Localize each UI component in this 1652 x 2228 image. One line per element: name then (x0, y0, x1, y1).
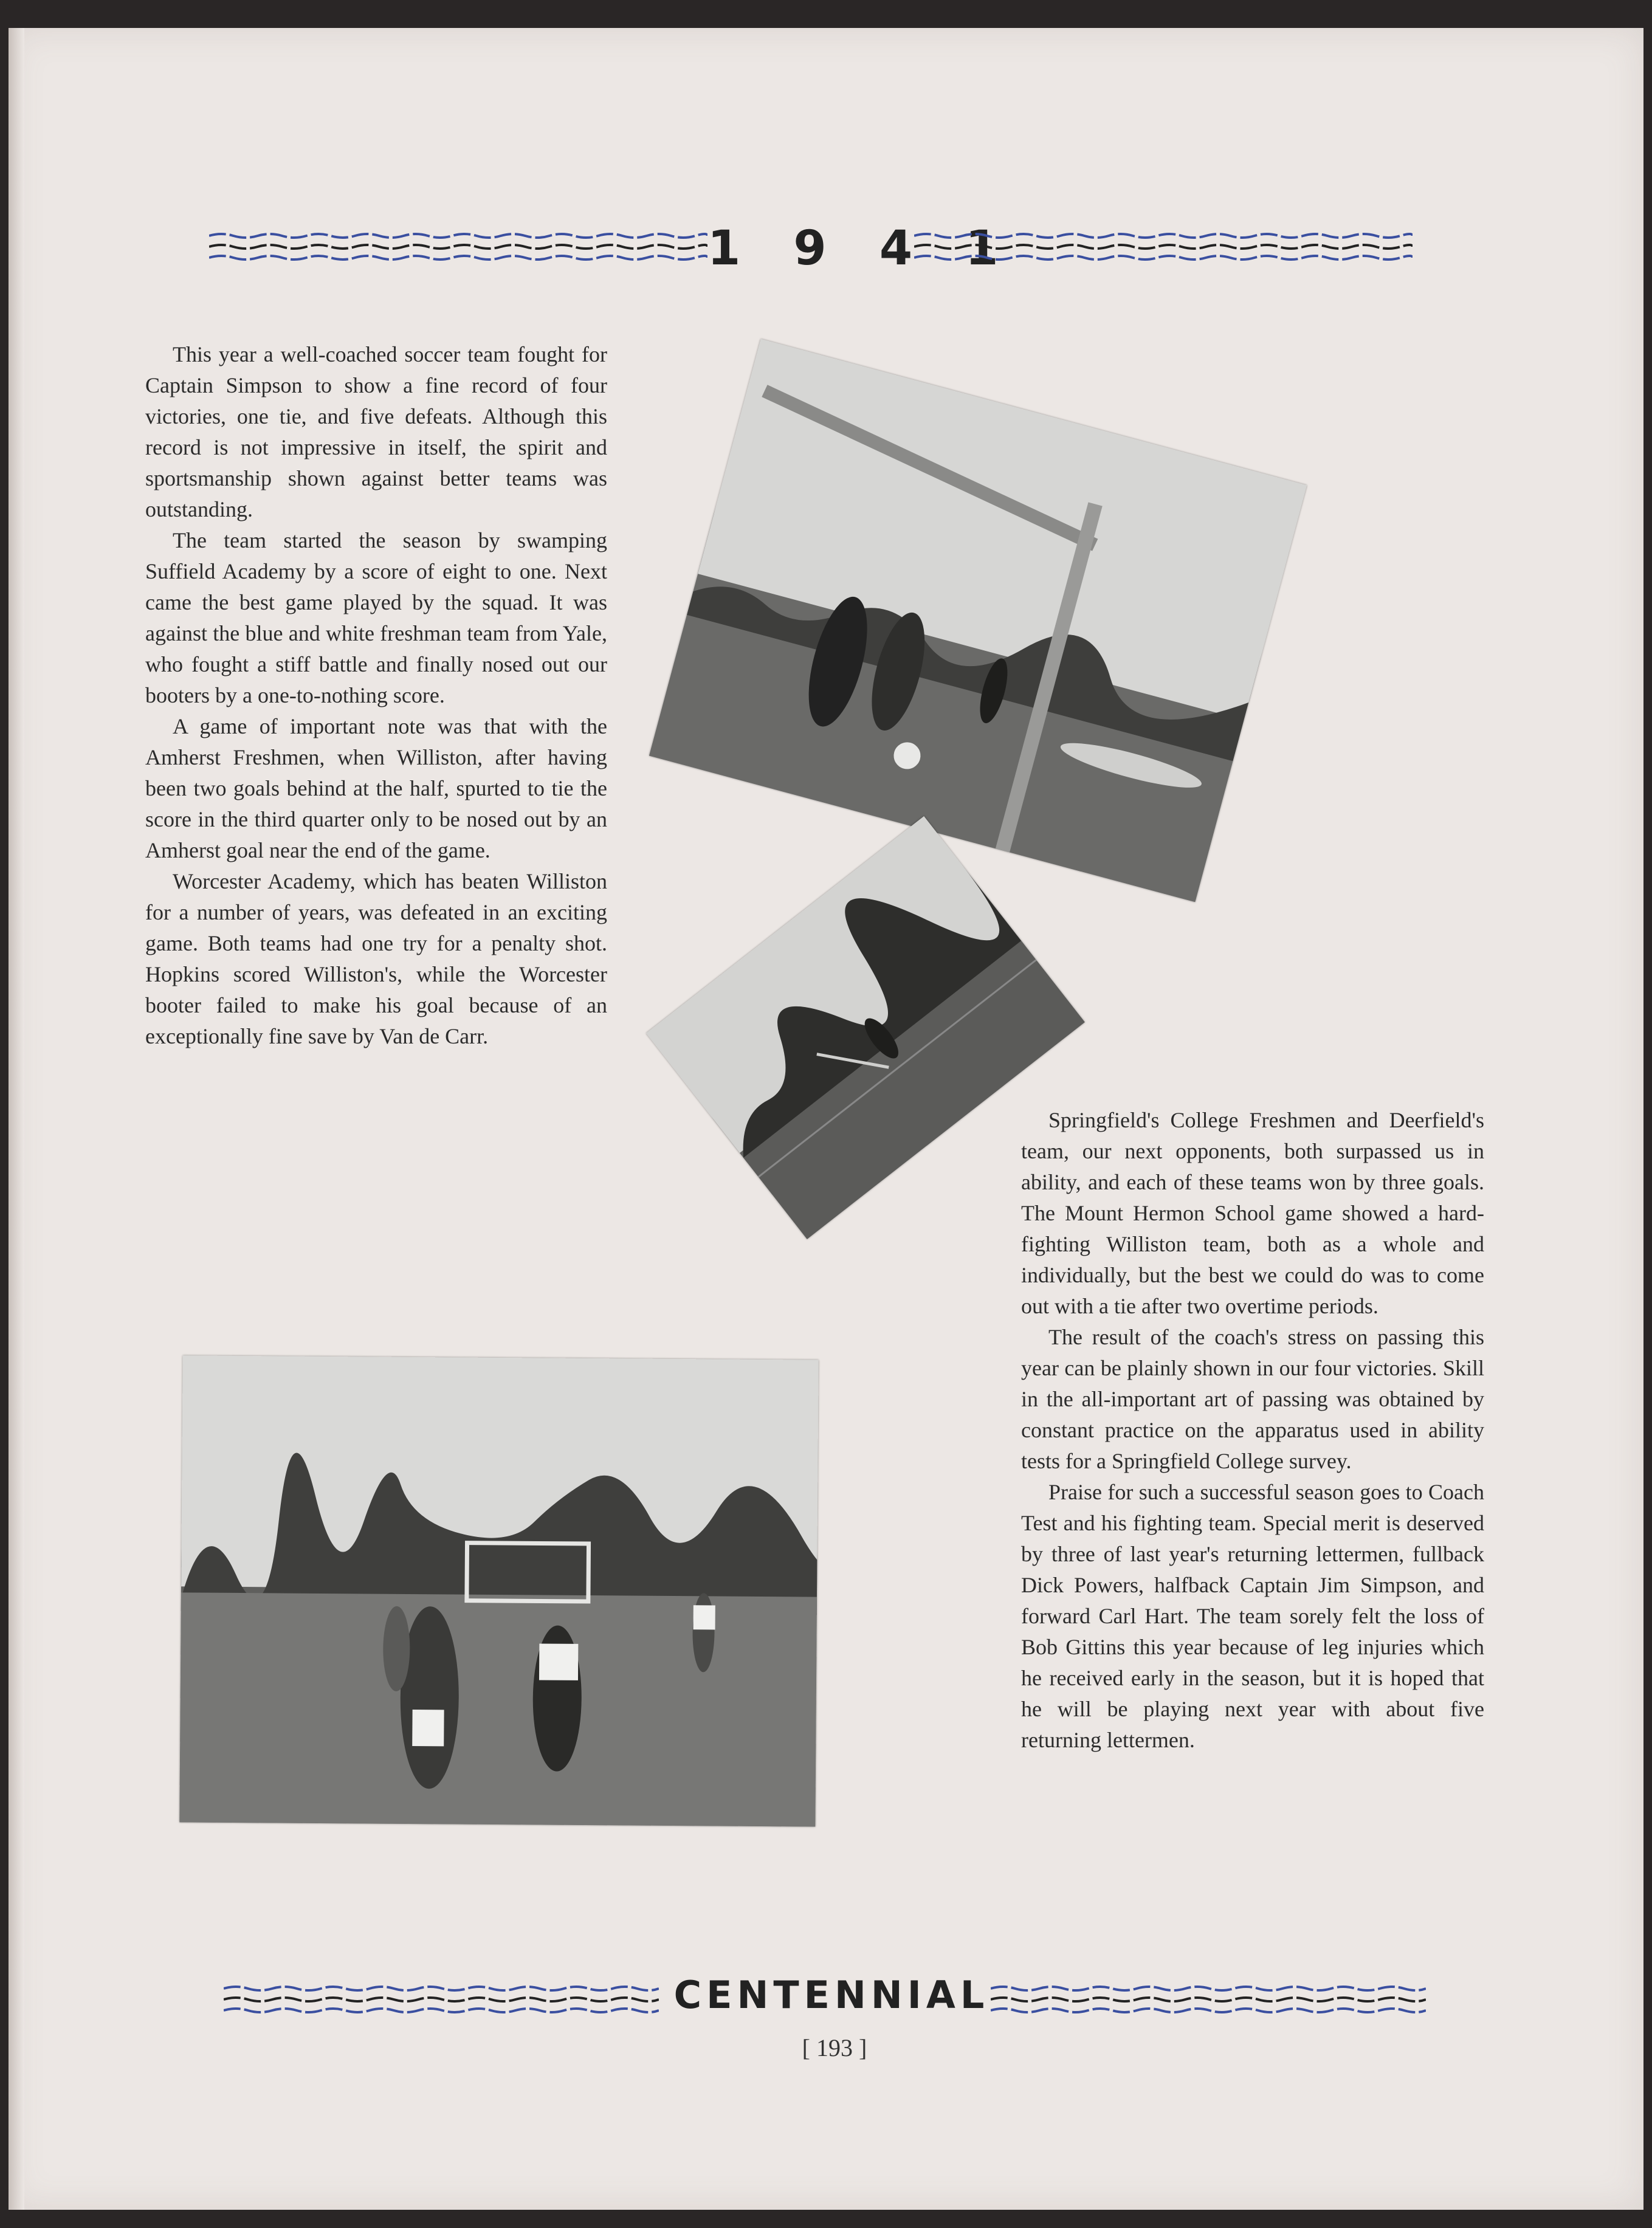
soccer-field-trees-photo (646, 816, 1085, 1239)
right-paragraph-3: Praise for such a successful season goes to Coach Test and his fighting team. Special merit is deserved by three of last year's returning lettermen, fullback Dick Powers, halfback Captain Jim Simpson, and forward Carl Hart. The team sorely felt the loss of Bob Gittins this year because of leg injuries which he received early in the season, but it is hoped that he will be playing next year with about five returning lettermen. (1021, 1480, 1484, 1752)
left-article-column (145, 339, 607, 1052)
left-paragraph-4: Worcester Academy, which has beaten Williston for a number of years, was defeated in an exciting game. Both teams had one try for a penalty shot. Hopkins scored Williston's, while the Worcester booter failed to make his goal because of an exceptionally fine save by Van de Carr. (145, 869, 607, 1048)
right-article-column (1021, 1105, 1484, 1756)
soccer-goal-action-photo (649, 339, 1307, 903)
left-paragraph-2: The team started the season by swamping Suffield Academy by a score of eight to one. Next came the best game played by the squad. It was against the blue and white freshman team from Yale, who fought a stiff battle and finally nosed out our booters by a one-to-nothing score. (145, 528, 607, 707)
right-paragraph-2: The result of the coach's stress on passing this year can be plainly shown in our four victories. Skill in the all-important art of passing was obtained by constant practice on the apparatus used in ability tests for a Springfield College survey. (1021, 1325, 1484, 1473)
soccer-match-photo (179, 1355, 818, 1826)
footer-rule-left (224, 1981, 659, 2018)
page-number: [ 193 ] (802, 2034, 867, 2061)
header-rule-left (209, 229, 707, 265)
left-paragraph-3: A game of important note was that with the Amherst Freshmen, when Williston, after having been two goals behind at the half, spurted to tie the score in the third quarter only to be nosed out by an Amherst goal near the end of the game. (145, 714, 607, 862)
yearbook-page (9, 28, 1643, 2210)
page-spine-shadow (9, 28, 24, 2210)
header-rule-right (914, 229, 1413, 265)
yearbook-title-footer: CENTENNIAL (673, 1973, 989, 2017)
right-paragraph-1: Springfield's College Freshmen and Deerfield's team, our next opponents, both surpassed us in ability, and each of these teams won by three goals. The Mount Hermon School game showed a hard-fighting Williston team, both as a whole and individually, but the best we could do was to come out with a tie after two overtime periods. (1021, 1108, 1484, 1318)
page-year-heading: 1 9 4 1 (707, 221, 1017, 276)
footer-rule-right (991, 1981, 1426, 2018)
left-paragraph-1: This year a well-coached soccer team fought for Captain Simpson to show a fine record of four victories, one tie, and five defeats. Although this record is not impressive in itself, the spirit and sportsmanship shown against better teams was outstanding. (145, 342, 607, 521)
